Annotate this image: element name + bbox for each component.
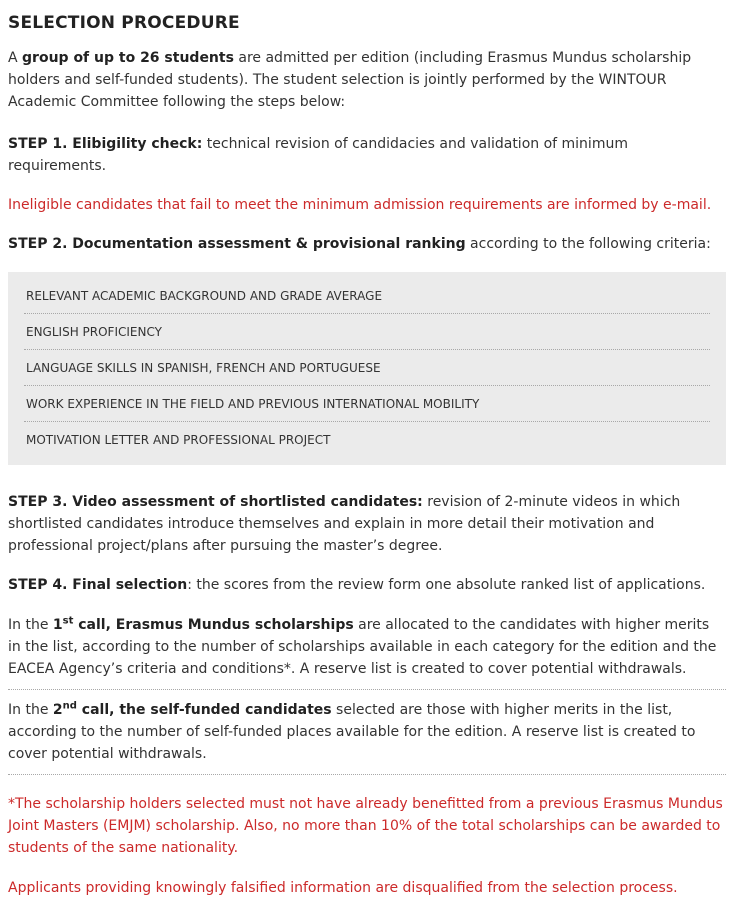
- section-title: SELECTION PROCEDURE: [8, 13, 240, 33]
- falsified-info-note: Applicants providing knowingly falsified information are disqualified from the selection process.: [8, 880, 678, 896]
- step-4: [8, 574, 726, 596]
- call1-bold: call, Erasmus Mundus scholarships: [73, 617, 354, 633]
- step-3: [8, 491, 726, 557]
- call2-post: selected are those with higher merits in the list, according to the number of self-funded places available for the edition. A reserve list is created to cover potential withdrawals.: [8, 702, 696, 762]
- step-3-label: STEP 3. Video assessment of shortlisted candidates:: [8, 494, 423, 510]
- call2-ordinal: nd: [62, 700, 77, 712]
- step-2-label: STEP 2. Documentation assessment & provisional ranking: [8, 236, 466, 252]
- intro-group-size: group of up to 26 students: [22, 50, 234, 66]
- intro-paragraph: [8, 47, 726, 113]
- step-3-text: revision of 2-minute videos in which shortlisted candidates introduce themselves and explain in more detail their motivation and professional project/plans after pursuing the master’s degree.: [8, 494, 681, 554]
- second-call-paragraph: [8, 699, 726, 775]
- step-2-text: according to the following criteria:: [465, 236, 711, 252]
- step-4-text: : the scores from the review form one absolute ranked list of applications.: [187, 577, 706, 593]
- step-2: [8, 233, 726, 255]
- step-1-text: technical revision of candidacies and validation of minimum requirements.: [8, 136, 628, 174]
- criteria-item: LANGUAGE SKILLS IN SPANISH, FRENCH AND PORTUGUESE: [24, 350, 710, 386]
- first-call-paragraph: [8, 614, 726, 690]
- intro-post: are admitted per edition (including Erasmus Mundus scholarship holders and self-funded students). The student selection is jointly performed by the WINTOUR Academic Committee following the steps below:: [8, 50, 692, 110]
- step-4-label: STEP 4. Final selection: [8, 577, 188, 593]
- call1-ordinal: st: [62, 615, 74, 627]
- intro-pre: A: [8, 50, 23, 66]
- criteria-item: ENGLISH PROFICIENCY: [24, 314, 710, 350]
- criteria-list: [8, 272, 726, 465]
- scholarship-note: *The scholarship holders selected must not have already benefitted from a previous Erasmus Mundus Joint Masters (EMJM) scholarship. Also, no more than 10% of the total scholarships can be awarded to students of the same nationality.: [8, 796, 723, 856]
- call2-pre: In the: [8, 702, 53, 718]
- step-1-label: STEP 1. Elibigility check:: [8, 136, 203, 152]
- call1-post: are allocated to the candidates with higher merits in the list, according to the number of scholarships available in each category for the edition and the EACEA Agency’s criteria and conditions*. A reserve list is created to cover potential withdrawals.: [8, 617, 717, 677]
- criteria-item: RELEVANT ACADEMIC BACKGROUND AND GRADE AVERAGE: [24, 278, 710, 314]
- call2-bold: call, the self-funded candidates: [76, 702, 332, 718]
- criteria-item: WORK EXPERIENCE IN THE FIELD AND PREVIOUS INTERNATIONAL MOBILITY: [24, 386, 710, 422]
- step-1: [8, 133, 726, 177]
- ineligible-note: Ineligible candidates that fail to meet the minimum admission requirements are informed by e-mail.: [8, 197, 712, 213]
- call2-number: 2: [52, 702, 63, 718]
- call1-pre: In the: [8, 617, 53, 633]
- call1-number: 1: [52, 617, 63, 633]
- criteria-item: MOTIVATION LETTER AND PROFESSIONAL PROJECT: [26, 433, 331, 447]
